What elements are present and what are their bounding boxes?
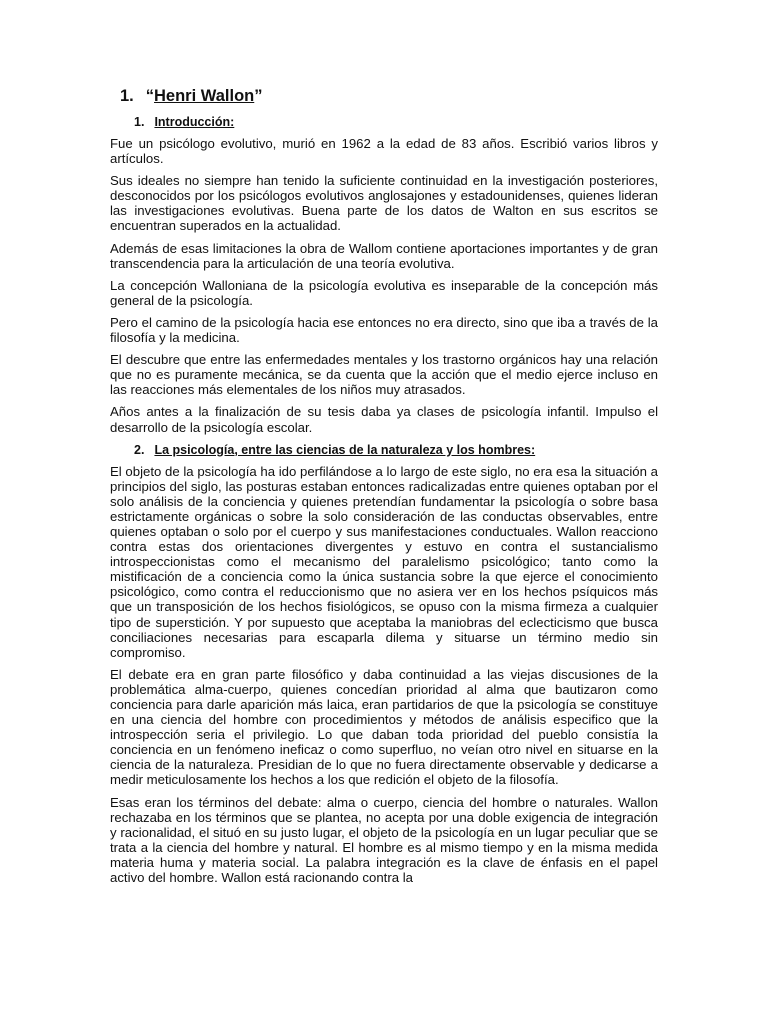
paragraph: La concepción Walloniana de la psicología evolutiva es inseparable de la concepción más general de la psicología. [110, 277, 658, 308]
paragraph: Años antes a la finalización de su tesis daba ya clases de psicología infantil. Impulso el desarrollo de la psicología escolar. [110, 404, 658, 435]
paragraph: Sus ideales no siempre han tenido la suficiente continuidad en la investigación posteriores, desconocidos por los psicólogos evolutivos anglosajones y estadounidenses, quienes lideran las investigaciones evolutivas. Buena parte de los datos de Walton en sus escritos se encuentran superados en la actualidad. [110, 173, 658, 234]
section-2-number: 2. [134, 442, 145, 457]
section-2-heading [134, 442, 658, 458]
section-1-heading [134, 114, 658, 130]
section-1-title: Introducción: [154, 115, 235, 129]
paragraph: Además de esas limitaciones la obra de Wallom contiene aportaciones importantes y de gran transcendencia para la articulación de una teoría evolutiva. [110, 240, 658, 271]
paragraph: El debate era en gran parte filosófico y daba continuidad a las viejas discusiones de la problemática alma-cuerpo, quienes concedían prioridad al alma que bautizaron como conciencia para darle aparición más laica, eran partidarios de que la psicología se constituye en una ciencia del hombre con procedimientos y métodos de análisis especifico que la introspección seria el privilegio. Lo que daban toda prioridad del pueblo consistía la conciencia en un fenómeno ineficaz o como superfluo, no veían otro nivel en situarse en la ciencia de la naturaleza. Presidian de lo que no fuera directamente observable y dedicarse a medir meticulosamente los hechos a los que redición el objeto de la filosofía. [110, 666, 658, 788]
title-close-quote: ” [254, 87, 263, 105]
document-page [110, 86, 658, 892]
paragraph: El descubre que entre las enfermedades mentales y los trastorno orgánicos hay una relación que no es puramente mecánica, se da cuenta que la acción que el medio ejerce incluso en las reacciones más elementales de los niños muy atrasados. [110, 352, 658, 398]
document-title [120, 86, 658, 106]
paragraph: Pero el camino de la psicología hacia ese entonces no era directo, sino que iba a través de la filosofía y la medicina. [110, 314, 658, 346]
paragraph: Fue un psicólogo evolutivo, murió en 1962 a la edad de 83 años. Escribió varios libros y artículos. [110, 136, 658, 167]
section-1-number: 1. [134, 115, 145, 129]
title-text: Henri Wallon [154, 87, 255, 105]
title-number: 1. [120, 87, 134, 105]
section-2-title: La psicología, entre las ciencias de la naturaleza y los hombres: [154, 442, 536, 457]
title-open-quote: “ [145, 87, 155, 105]
paragraph: El objeto de la psicología ha ido perfilándose a lo largo de este siglo, no era esa la situación a principios del siglo, las posturas estaban entonces radicalizadas entre quienes optaban por el solo análisis de la conciencia y quienes pretendían fundamentar la psicología o sobre basa estrictamente orgánicas o sobre la solo consideración de las conductas observables, entre quienes optaban o solo por el cuerpo y sus manifestaciones conductuales. Wallon reacciono contra estas dos orientaciones divergentes y estuvo en contra el sustancialismo introspeccionistas como el mecanismo del paralelismo psicológico; tanto como la mistificación de a conciencia como la única sustancia sobre la que ejerce el conocimiento psicológico, como contra el reduccionismo que no asiera ver en los hechos psíquicos más que un transposición de los hechos fisiológicos, se opuso con la misma firmeza a cualquier tipo de superstición. Y por supuesto que aceptaba la maniobras del eclecticismo que busca conciliaciones necesarias para escaparla dilema y situarse un término medio sin compromiso. [110, 463, 658, 660]
paragraph: Esas eran los términos del debate: alma o cuerpo, ciencia del hombre o naturales. Wallon rechazaba en los términos que se plantea, no acepta por una doble exigencia de integración y racionalidad, el situó en su justo lugar, el objeto de la psicología en un lugar peculiar que se trata a la ciencia del hombre y natural. El hombre es al mismo tiempo y en la misma medida materia huma y materia social. La palabra integración es la clave de énfasis en el papel activo del hombre. Wallon está racionando contra la [110, 794, 658, 886]
